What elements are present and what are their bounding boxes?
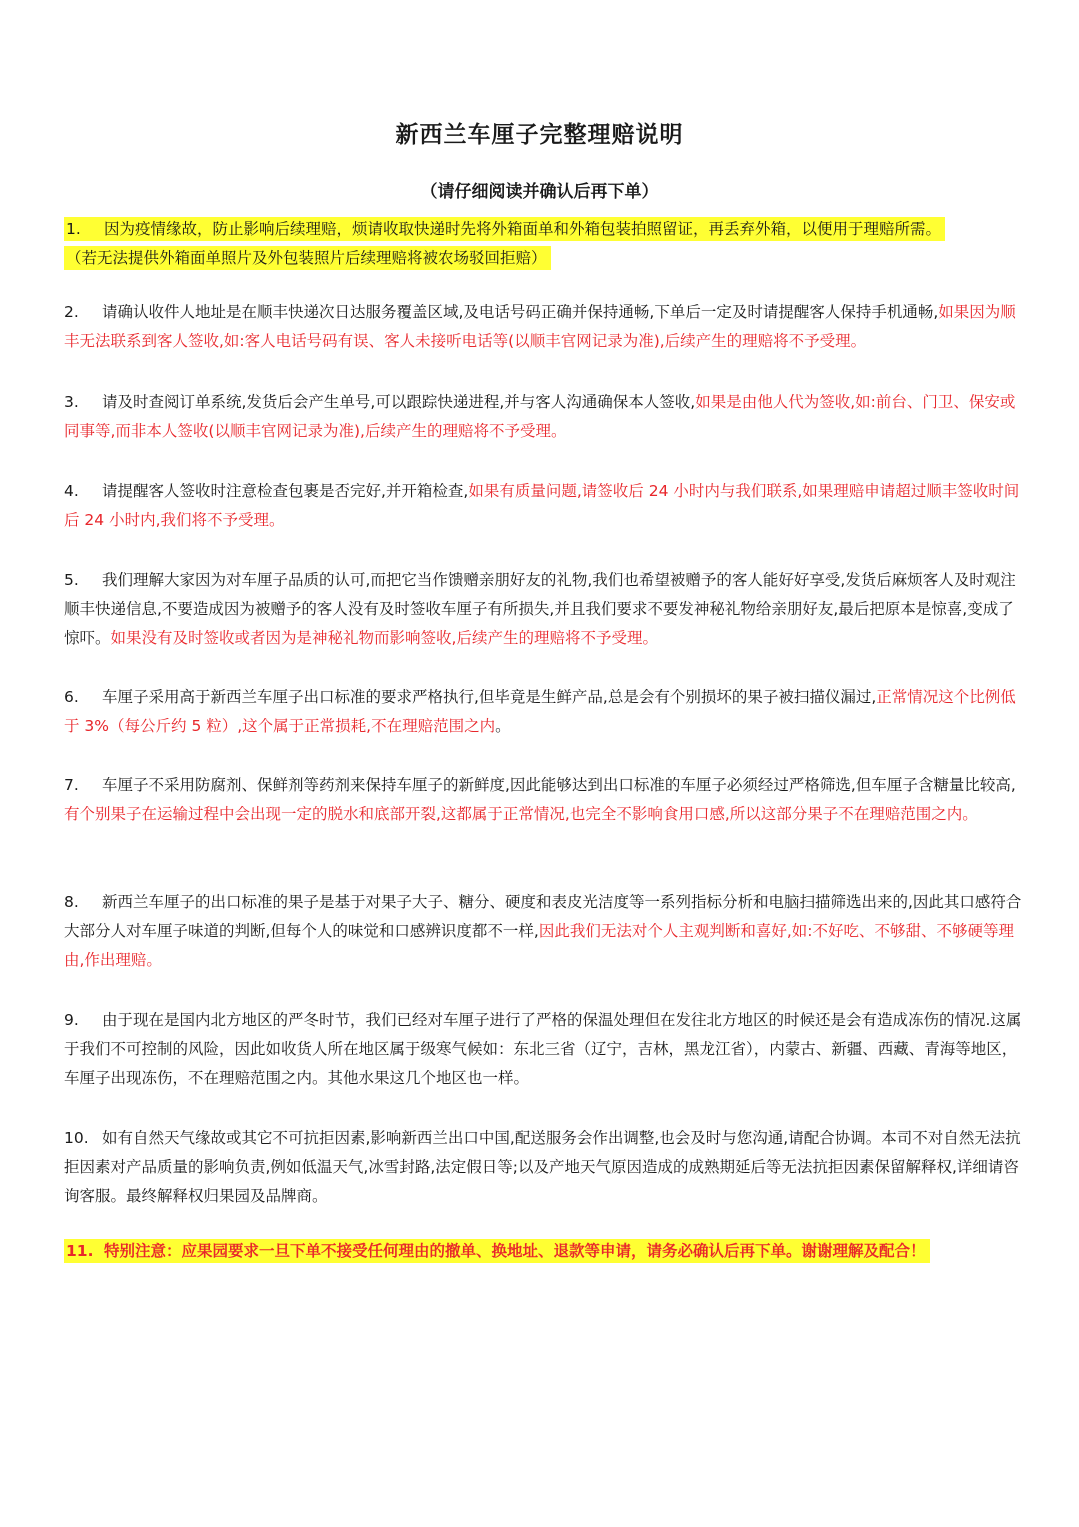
item-11-highlight bbox=[64, 1239, 930, 1263]
item-warning-text: 如果没有及时签收或者因为是神秘礼物而影响签收,后续产生的理赔将不予受理。 bbox=[110, 629, 658, 647]
list-item-3 bbox=[64, 388, 1024, 446]
item-number: 11. bbox=[66, 1242, 94, 1260]
list-item-6 bbox=[64, 683, 1024, 741]
item-1-note: （若无法提供外箱面单照片及外包装照片后续理赔将被农场驳回拒赔） bbox=[64, 246, 551, 270]
item-number: 8. bbox=[64, 893, 79, 911]
item-text: 车厘子不采用防腐剂、保鲜剂等药剂来保持车厘子的新鲜度,因此能够达到出口标准的车厘子必须经过严格筛选,但车厘子含糖量比较高, bbox=[102, 776, 1016, 794]
list-item-5 bbox=[64, 566, 1024, 653]
item-text: 我们理解大家因为对车厘子品质的认可,而把它当作馈赠亲朋好友的礼物,我们也希望被赠予的客人能好好享受,发货后麻烦客人及时观注顺丰快递信息,不要造成因为被赠予的客人没有及时签收车厘子有所损失,并且我们要求不要发神秘礼物给亲朋好友,最后把原本是惊喜,变成了惊吓。 bbox=[64, 571, 1016, 647]
item-text: 请确认收件人地址是在顺丰快递次日达服务覆盖区域,及电话号码正确并保持通畅,下单后一定及时请提醒客人保持手机通畅, bbox=[102, 303, 939, 321]
list-item-10 bbox=[64, 1124, 1024, 1211]
item-number: 5. bbox=[64, 571, 79, 589]
item-number: 2. bbox=[64, 303, 79, 321]
list-item-9 bbox=[64, 1006, 1024, 1093]
item-warning-text: 如果是由他人代为签收,如:前台、门卫、保安或同事等,而非本人签收(以顺丰官网记录为准),后续产生的理赔将不予受理。 bbox=[64, 393, 1016, 440]
item-text: 请及时查阅订单系统,发货后会产生单号,可以跟踪快递进程,并与客人沟通确保本人签收, bbox=[102, 393, 696, 411]
item-number: 10. bbox=[64, 1129, 89, 1147]
list-item-7 bbox=[64, 771, 1024, 829]
item-text: 特别注意：应果园要求一旦下单不接受任何理由的撤单、换地址、退款等申请，请务必确认后再下单。谢谢理解及配合！ bbox=[104, 1242, 926, 1260]
item-text: 因为疫情缘故，防止影响后续理赔，烦请收取快递时先将外箱面单和外箱包装拍照留证，再丢弃外箱，以便用于理赔所需。 bbox=[104, 220, 942, 238]
item-text: 请提醒客人签收时注意检查包裹是否完好,并开箱检查, bbox=[102, 482, 469, 500]
item-number: 3. bbox=[64, 393, 79, 411]
list-item-1 bbox=[64, 215, 1024, 273]
list-item-8 bbox=[64, 888, 1024, 975]
page-title: 新西兰车厘子完整理赔说明 bbox=[395, 122, 684, 148]
item-text: 如有自然天气缘故或其它不可抗拒因素,影响新西兰出口中国,配送服务会作出调整,也会及时与您沟通,请配合协调。本司不对自然无法抗拒因素对产品质量的影响负责,例如低温天气,冰雪封路,法定假日等;以及产地天气原因造成的成熟期延后等无法抗拒因素保留解释权,详细请咨询客服。最终解释权归果园及品牌商。 bbox=[64, 1129, 1021, 1205]
item-warning-text: 如果因为顺丰无法联系到客人签收,如:客人电话号码有误、客人未接听电话等(以顺丰官网记录为准),后续产生的理赔将不予受理。 bbox=[64, 303, 1016, 350]
item-number: 7. bbox=[64, 776, 79, 794]
list-item-2 bbox=[64, 298, 1024, 356]
item-text: 车厘子采用高于新西兰车厘子出口标准的要求严格执行,但毕竟是生鲜产品,总是会有个别损坏的果子被扫描仪漏过, bbox=[102, 688, 877, 706]
list-item-11 bbox=[64, 1237, 1024, 1266]
item-warning-text: 如果有质量问题,请签收后 24 小时内与我们联系,如果理赔申请超过顺丰签收时间后 24 小时内,我们将不予受理。 bbox=[64, 482, 1020, 529]
item-warning-text: 正常情况这个比例低于 3%（每公斤约 5 粒）,这个属于正常损耗,不在理赔范围之内 bbox=[64, 688, 1016, 735]
item-text: 新西兰车厘子的出口标准的果子是基于对果子大子、糖分、硬度和表皮光洁度等一系列指标分析和电脑扫描筛选出来的,因此其口感符合大部分人对车厘子味道的判断,但每个人的味觉和口感辨识度都不一样, bbox=[64, 893, 1022, 940]
item-text: 由于现在是国内北方地区的严冬时节，我们已经对车厘子进行了严格的保温处理但在发往北方地区的时候还是会有造成冻伤的情况.这属于我们不可控制的风险，因此如收货人所在地区属于级寒气候如：东北三省（辽宁，吉林，黑龙江省），内蒙古、新疆、西藏、青海等地区，车厘子出现冻伤，不在理赔范围之内。其他水果这几个地区也一样。 bbox=[64, 1011, 1022, 1087]
item-number: 9. bbox=[64, 1011, 79, 1029]
list-item-4 bbox=[64, 477, 1024, 535]
item-tail: 。 bbox=[495, 717, 511, 735]
item-1-highlight bbox=[64, 217, 945, 241]
item-warning-text: 因此我们无法对个人主观判断和喜好,如:不好吃、不够甜、不够硬等理由,作出理赔。 bbox=[64, 922, 1015, 969]
item-number: 4. bbox=[64, 482, 79, 500]
page-subtitle: （请仔细阅读并确认后再下单） bbox=[420, 182, 659, 202]
item-number: 1. bbox=[66, 220, 81, 238]
item-number: 6. bbox=[64, 688, 79, 706]
item-warning-text: 有个别果子在运输过程中会出现一定的脱水和底部开裂,这都属于正常情况,也完全不影响食用口感,所以这部分果子不在理赔范围之内。 bbox=[64, 805, 978, 823]
